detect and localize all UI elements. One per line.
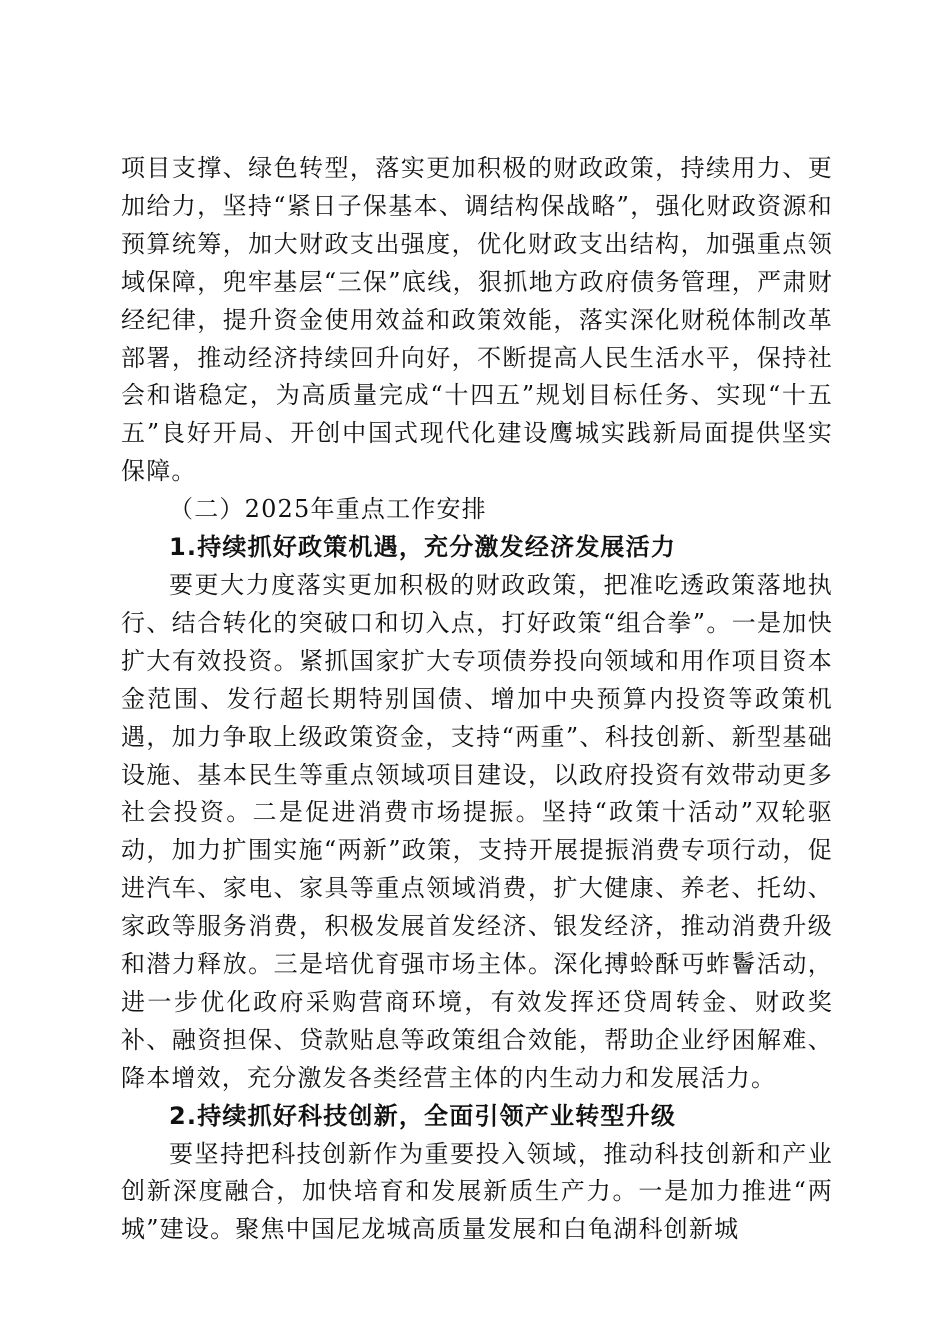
subheading-1: 1.持续抓好政策机遇，充分激发经济发展活力 bbox=[169, 533, 677, 562]
paragraph-2: 要坚持把科技创新作为重要投入领域，推动科技创新和产业创新深度融合，加快培育和发展新质生产力。一是加力推进“两城”建设。聚焦中国尼龙城高质量发展和白龟湖科创新城 bbox=[121, 1139, 833, 1244]
intro-paragraph: 项目支撑、绿色转型，落实更加积极的财政政策，持续用力、更加给力，坚持“紧日子保基本、调结构保战略”，强化财政资源和预算统筹，加大财政支出强度，优化财政支出结构，加强重点领域保障，兜牢基层“三保”底线，狠抓地方政府债务管理，严肃财经纪律，提升资金使用效益和政策效能，落实深化财税体制改革部署，推动经济持续回升向好，不断提高人民生活水平，保持社会和谐稳定，为高质量完成“十四五”规划目标任务、实现“十五五”良好开局、开创中国式现代化建设鹰城实践新局面提供坚实保障。 bbox=[121, 154, 833, 486]
document-body bbox=[121, 150, 833, 1249]
paragraph-1: 要更大力度落实更加积极的财政政策，把准吃透政策落地执行、结合转化的突破口和切入点，打好政策“组合拳”。一是加快扩大有效投资。紧抓国家扩大专项债券投向领域和用作项目资本金范围、发行超长期特别国债、增加中央预算内投资等政策机遇，加力争取上级政策资金，支持“两重”、科技创新、新型基础设施、基本民生等重点领域项目建设，以政府投资有效带动更多社会投资。二是促进消费市场提振。坚持“政策十活动”双轮驱动，加力扩围实施“两新”政策，支持开展提振消费专项行动，促进汽车、家电、家具等重点领域消费，扩大健康、养老、托幼、家政等服务消费，积极发展首发经济、银发经济，推动消费升级和潜力释放。三是培优育强市场主体。深化搏蛉酥丏蚱鬠活动，进一步优化政府采购营商环境，有效发挥还贷周转金、财政奖补、融资担保、贷款贴息等政策组合效能，帮助企业纾困解难、降本增效，充分激发各类经营主体的内生动力和发展活力。 bbox=[121, 570, 833, 1092]
section-heading: （二）2025年重点工作安排 bbox=[169, 495, 487, 524]
subheading-2: 2.持续抓好科技创新，全面引领产业转型升级 bbox=[169, 1101, 677, 1130]
